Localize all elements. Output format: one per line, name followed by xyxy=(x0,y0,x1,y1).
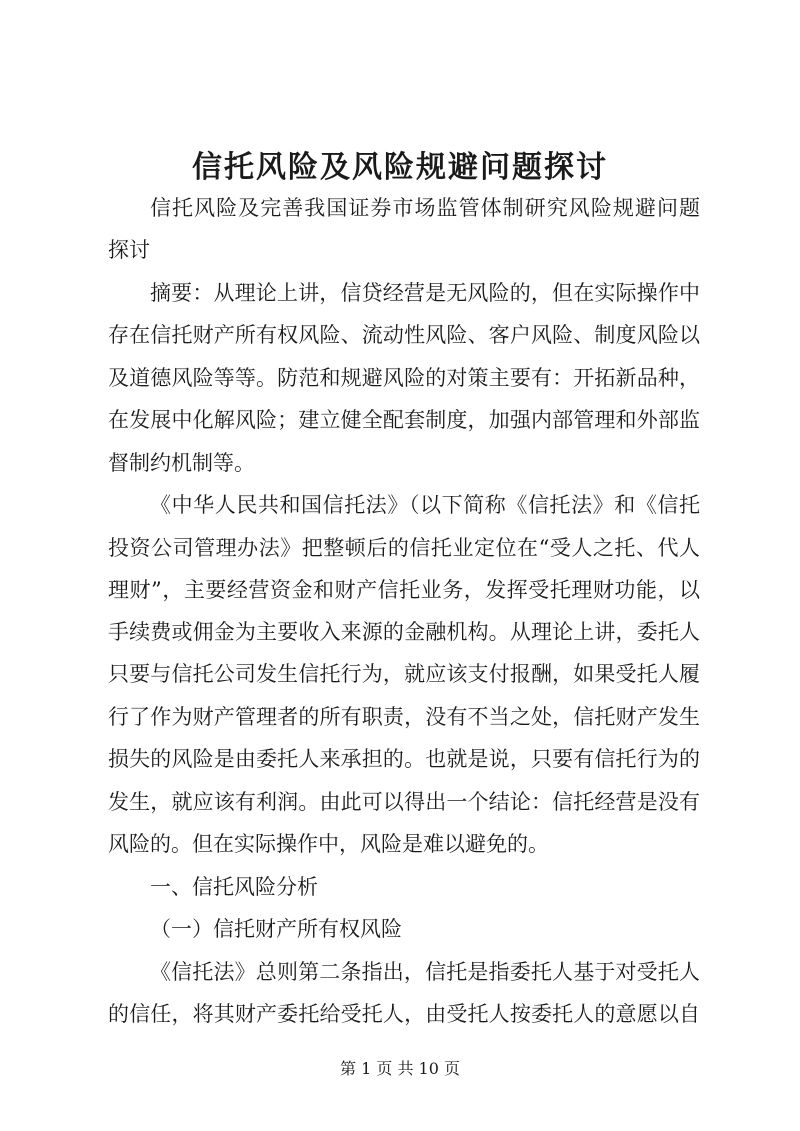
text-line: 《中华人民共和国信托法》（以下简称《信托法》和《信托 xyxy=(150,493,700,517)
text-line: 探讨 xyxy=(108,238,150,262)
text-line: 信托风险及完善我国证券市场监管体制研究风险规避问题 xyxy=(150,196,700,220)
text-line: 投资公司管理办法》把整顿后的信托业定位在“受人之托、代人 xyxy=(108,536,700,560)
text-line: 理财”，主要经营资金和财产信托业务，发挥受托理财功能，以 xyxy=(108,578,700,602)
text-line: 督制约机制等。 xyxy=(108,451,255,475)
page-footer: 第 1 页 共 10 页 xyxy=(340,1059,460,1078)
text-line: 手续费或佣金为主要收入来源的金融机构。从理论上讲，委托人 xyxy=(108,620,700,644)
text-line: （一）信托财产所有权风险 xyxy=(150,917,402,941)
text-line: 行了作为财产管理者的所有职责，没有不当之处，信托财产发生 xyxy=(108,705,700,729)
text-line: 发生，就应该有利润。由此可以得出一个结论：信托经营是没有 xyxy=(108,790,700,814)
text-line: 风险的。但在实际操作中，风险是难以避免的。 xyxy=(108,832,549,856)
text-line: 在发展中化解风险；建立健全配套制度，加强内部管理和外部监 xyxy=(108,408,700,432)
text-line: 一、信托风险分析 xyxy=(150,875,318,899)
text-line: 只要与信托公司发生信托行为，就应该支付报酬，如果受托人履 xyxy=(108,662,700,686)
document-title: 信托风险及风险规避问题探讨 xyxy=(192,150,608,185)
text-line: 存在信托财产所有权风险、流动性风险、客户风险、制度风险以 xyxy=(108,323,700,347)
text-line: 及道德风险等等。防范和规避风险的对策主要有：开拓新品种， xyxy=(108,366,700,390)
text-line: 摘要：从理论上讲，信贷经营是无风险的，但在实际操作中 xyxy=(150,281,700,305)
text-line: 损失的风险是由委托人来承担的。也就是说，只要有信托行为的 xyxy=(108,747,700,771)
text-line: 《信托法》总则第二条指出，信托是指委托人基于对受托人 xyxy=(150,960,700,984)
text-line: 的信任，将其财产委托给受托人，由受托人按委托人的意愿以自 xyxy=(108,1002,700,1026)
